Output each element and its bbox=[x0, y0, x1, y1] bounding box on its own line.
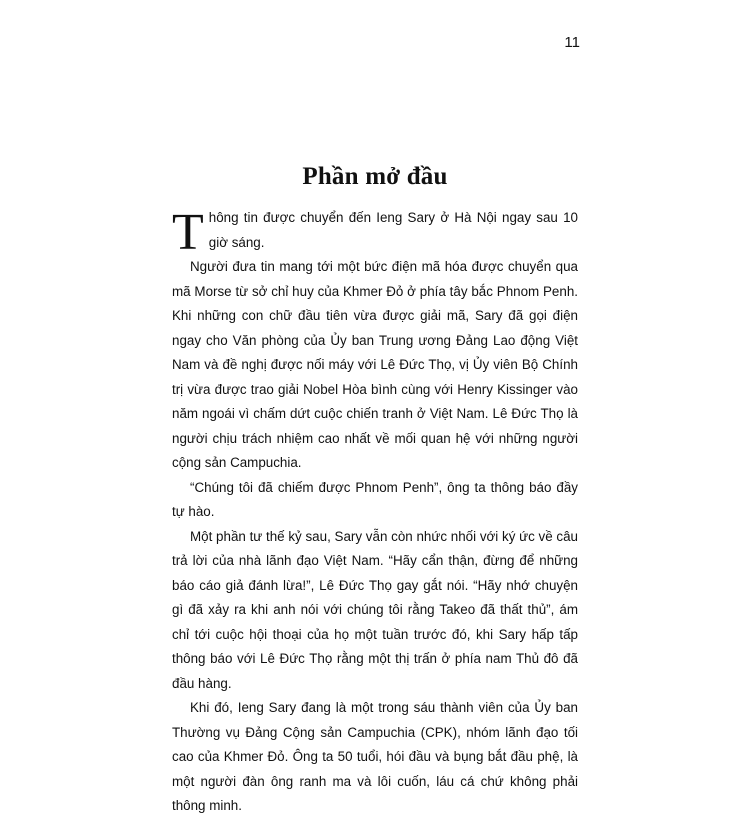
paragraph-1-text: hông tin được chuyển đến Ieng Sary ở Hà Nội ngay sau 10 giờ sáng. bbox=[208, 210, 578, 250]
drop-cap: T bbox=[172, 204, 204, 261]
chapter-title: Phần mở đầu bbox=[302, 162, 448, 190]
paragraph-1 bbox=[172, 204, 578, 261]
paragraph-2: Người đưa tin mang tới một bức điện mã hóa được chuyển qua mã Morse từ sở chỉ huy của Khmer Đỏ ở phía tây bắc Phnom Penh. Khi những con chữ đầu tiên vừa được giải mã, Sary đã gọi điện ngay cho Văn phòng của Ủy ban Trung ương Đảng Lao động Việt Nam và đề nghị được nối máy với Lê Đức Thọ, vị Ủy viên Bộ Chính trị vừa được trao giải Nobel Hòa bình cùng với Henry Kissinger vào năm ngoái vì chấm dứt cuộc chiến tranh ở Việt Nam. Lê Đức Thọ là người chịu trách nhiệm cao nhất về mối quan hệ với những người cộng sản Campuchia. bbox=[172, 259, 578, 470]
body-text bbox=[172, 206, 578, 819]
page-number: 11 bbox=[564, 34, 580, 51]
paragraph-4: Một phần tư thế kỷ sau, Sary vẫn còn nhức nhối với ký ức về câu trả lời của nhà lãnh đạo Việt Nam. “Hãy cẩn thận, đừng để những báo cáo giả đánh lừa!”, Lê Đức Thọ gay gắt nói. “Hãy nhớ chuyện gì đã xảy ra khi anh nói với chúng tôi rằng Takeo đã thất thủ”, ám chỉ tới cuộc hội thoại của họ một tuần trước đó, khi Sary hấp tấp thông báo với Lê Đức Thọ rằng một thị trấn ở phía nam Thủ đô đã đầu hàng. bbox=[172, 528, 578, 691]
paragraph-3: “Chúng tôi đã chiếm được Phnom Penh”, ông ta thông báo đầy tự hào. bbox=[172, 479, 578, 519]
paragraph-5: Khi đó, Ieng Sary đang là một trong sáu thành viên của Ủy ban Thường vụ Đảng Cộng sản Campuchia (CPK), nhóm lãnh đạo tối cao của Khmer Đỏ. Ông ta 50 tuổi, hói đầu và bụng bắt đầu phệ, là một người đàn ông ranh ma và lôi cuốn, láu cá chứ không phải thông minh. bbox=[172, 700, 578, 813]
